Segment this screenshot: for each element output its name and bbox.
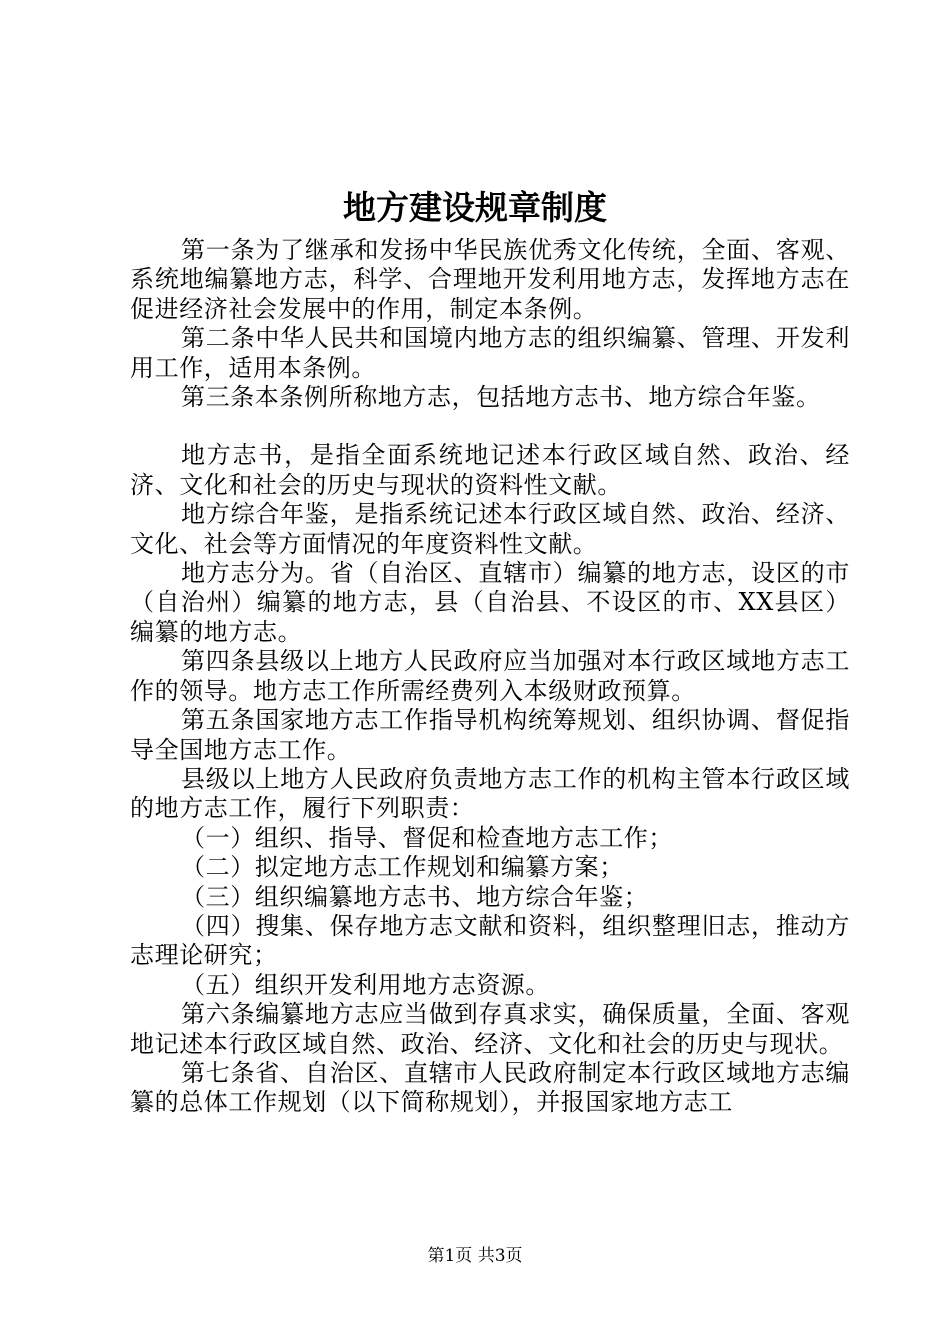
paragraph-gap bbox=[130, 412, 850, 441]
document-body bbox=[130, 236, 850, 1118]
paragraph-difangzhishu: 地方志书，是指全面系统地记述本行政区域自然、政治、经济、文化和社会的历史与现状的资料性文献。 bbox=[130, 441, 850, 499]
paragraph-article-6: 第六条编纂地方志应当做到存真求实，确保质量，全面、客观地记述本行政区域自然、政治、经济、文化和社会的历史与现状。 bbox=[130, 1000, 850, 1058]
paragraph-zhize-intro: 县级以上地方人民政府负责地方志工作的机构主管本行政区域的地方志工作，履行下列职责： bbox=[130, 764, 850, 823]
paragraph-article-4: 第四条县级以上地方人民政府应当加强对本行政区域地方志工作的领导。地方志工作所需经费列入本级财政预算。 bbox=[130, 647, 850, 705]
list-item-duty-4: （四）搜集、保存地方志文献和资料，组织整理旧志，推动方志理论研究； bbox=[130, 911, 850, 970]
page-number-footer: 第1页 共3页 bbox=[427, 1246, 523, 1266]
paragraph-nianjian: 地方综合年鉴，是指系统记述本行政区域自然、政治、经济、文化、社会等方面情况的年度资料性文献。 bbox=[130, 500, 850, 558]
paragraph-article-1: 第一条为了继承和发扬中华民族优秀文化传统，全面、客观、系统地编纂地方志，科学、合理地开发利用地方志，发挥地方志在促进经济社会发展中的作用，制定本条例。 bbox=[130, 236, 850, 323]
paragraph-fenlei: 地方志分为。省（自治区、直辖市）编纂的地方志，设区的市（自治州）编纂的地方志，县（自治县、不设区的市、XX县区）编纂的地方志。 bbox=[130, 559, 850, 646]
paragraph-article-3: 第三条本条例所称地方志，包括地方志书、地方综合年鉴。 bbox=[181, 383, 821, 412]
document-title: 地方建设规章制度 bbox=[343, 188, 607, 227]
paragraph-article-5: 第五条国家地方志工作指导机构统筹规划、组织协调、督促指导全国地方志工作。 bbox=[130, 706, 850, 764]
paragraph-article-2: 第二条中华人民共和国境内地方志的组织编纂、管理、开发利用工作，适用本条例。 bbox=[130, 324, 850, 382]
list-item-duty-3: （三）组织编纂地方志书、地方综合年鉴； bbox=[181, 882, 649, 911]
paragraph-article-7: 第七条省、自治区、直辖市人民政府制定本行政区域地方志编纂的总体工作规划（以下简称规划），并报国家地方志工 bbox=[130, 1058, 850, 1117]
list-item-duty-5: （五）组织开发利用地方志资源。 bbox=[181, 970, 550, 999]
list-item-duty-1: （一）组织、指导、督促和检查地方志工作； bbox=[181, 823, 673, 852]
list-item-duty-2: （二）拟定地方志工作规划和编纂方案； bbox=[181, 853, 624, 882]
